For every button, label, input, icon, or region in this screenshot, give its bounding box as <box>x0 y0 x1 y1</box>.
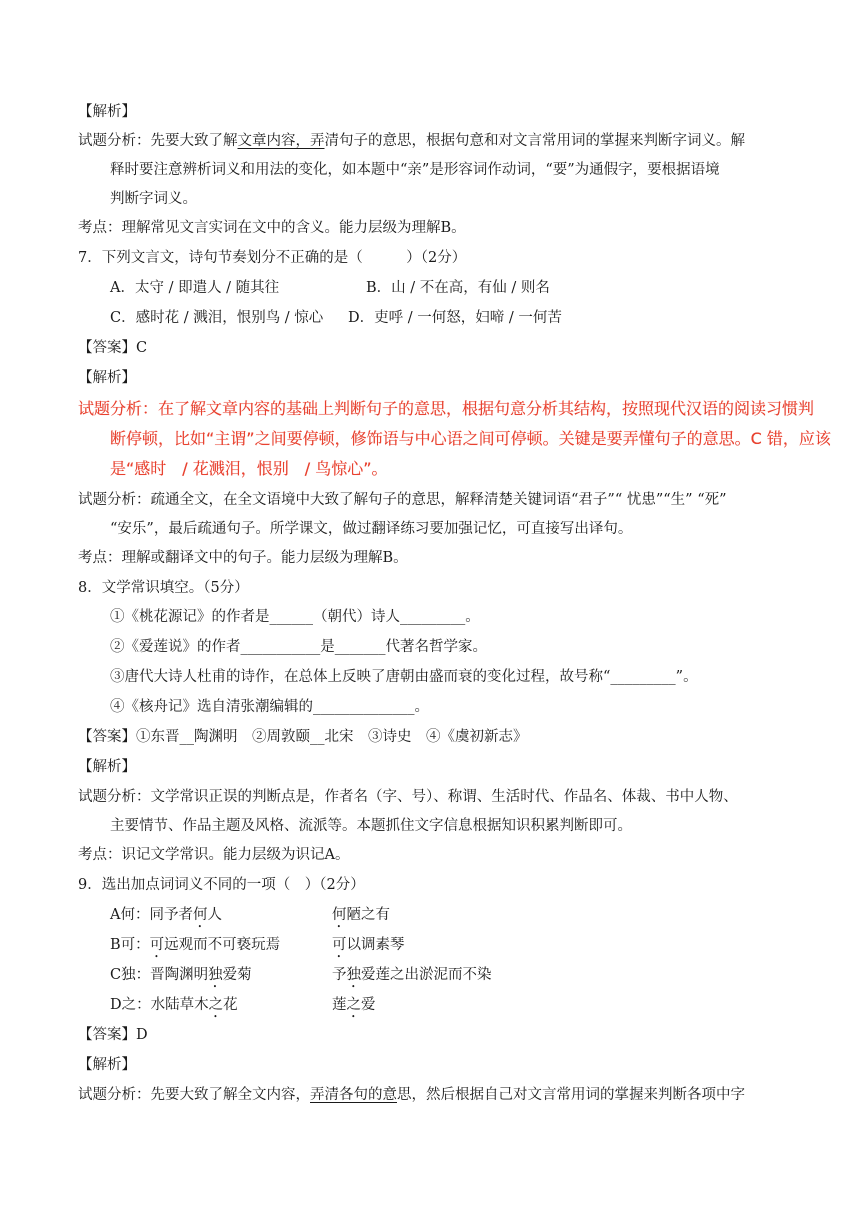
kaodian-text: 考点：理解或翻译文中的句子。能力层级为理解B。 <box>78 550 408 566</box>
option-c: C．感时花 / 溅泪，恨别鸟 / 惊心 <box>110 310 324 326</box>
option-b-compare: 可以调素琴 <box>332 937 405 953</box>
analysis-text: 主要情节、作品主题及风格、流派等。本题抓住文字信息根据知识积累判断即可。 <box>110 818 632 834</box>
analysis-text: 释时要注意辨析词义和用法的变化，如本题中“亲”是形容词作动词，“要”为通假字，要根据语境 <box>110 162 720 178</box>
analysis-text: 试题分析：先要大致了解全文内容，弄清各句的意思，然后根据自己对文言常用词的掌握来判断各项中字 <box>78 1087 745 1103</box>
option-a-compare: 何陋之有 <box>332 907 390 923</box>
analysis-text: 试题分析：文学常识正误的判断点是，作者名（字、号）、称谓、生活时代、作品名、体裁、书中人物、 <box>78 789 738 805</box>
option-b: B．山 / 不在高，有仙 / 则名 <box>366 280 550 296</box>
option-a: A何：同予者何人 <box>110 907 222 923</box>
fill-item: ③唐代大诗人杜甫的诗作，在总体上反映了唐朝由盛而衰的变化过程，故号称“_________”。 <box>110 669 698 685</box>
kaodian-text: 考点：理解常见文言实词在文中的含义。能力层级为理解B。 <box>78 220 466 236</box>
fill-item: ①《桃花源记》的作者是______（朝代）诗人_________。 <box>110 609 480 625</box>
option-b: B可：可远观而不可亵玩焉 <box>110 937 281 953</box>
answer-label: 【答案】C <box>78 340 148 356</box>
answer-label: 【答案】D <box>78 1027 148 1043</box>
question-stem: 9．选出加点词词义不同的一项（ ）（2分） <box>78 877 365 893</box>
analysis-text: “安乐”，最后疏通句子。所学课文，做过翻译练习要加强记忆，可直接写出译句。 <box>110 521 633 537</box>
option-c-compare: 予独爱莲之出淤泥而不染 <box>332 967 492 983</box>
kaodian-text: 考点：识记文学常识。能力层级为识记A。 <box>78 847 350 863</box>
option-c: C独：晋陶渊明独爱菊 <box>110 967 252 983</box>
option-d: D之：水陆草木之花 <box>110 997 238 1013</box>
fill-item: ②《爱莲说》的作者___________是_______代著名哲学家。 <box>110 639 487 655</box>
question-stem: 8．文学常识填空。（5分） <box>78 580 249 596</box>
analysis-label: 【解析】 <box>78 1057 136 1073</box>
red-analysis-text: 断停顿，比如“主谓”之间要停顿，修饰语与中心语之间可停顿。关键是要弄懂句子的意思。C 错，应该 <box>110 429 831 448</box>
answer-label: 【答案】①东晋__陶渊明 ②周敦颐__北宋 ③诗史 ④《虞初新志》 <box>78 729 528 745</box>
analysis-label: 【解析】 <box>78 759 136 775</box>
analysis-text: 试题分析：疏通全文，在全文语境中大致了解句子的意思，解释清楚关键词语“君子”“ 忧患”“生” “死” <box>78 492 727 508</box>
fill-item: ④《核舟记》选自清张潮编辑的______________。 <box>110 699 429 715</box>
analysis-label: 【解析】 <box>78 370 136 386</box>
red-analysis-text: 试题分析：在了解文章内容的基础上判断句子的意思，根据句意分析其结构，按照现代汉语的阅读习惯判 <box>78 399 815 418</box>
analysis-label: 【解析】 <box>78 104 136 120</box>
analysis-text: 试题分析：先要大致了解文章内容，弄清句子的意思，根据句意和对文言常用词的掌握来判断字词义。解 <box>78 133 745 149</box>
option-d: D．吏呼 / 一何怒，妇啼 / 一何苦 <box>348 310 562 326</box>
question-stem: 7．下列文言文，诗句节奏划分不正确的是（ ）（2分） <box>78 250 467 266</box>
option-d-compare: 莲之爱 <box>332 997 376 1013</box>
analysis-text: 判断字词义。 <box>110 191 197 207</box>
red-analysis-text: 是“感时 / 花溅泪，恨别 / 鸟惊心”。 <box>110 459 388 478</box>
option-a: A．太守 / 即遣人 / 随其往 <box>110 280 280 296</box>
